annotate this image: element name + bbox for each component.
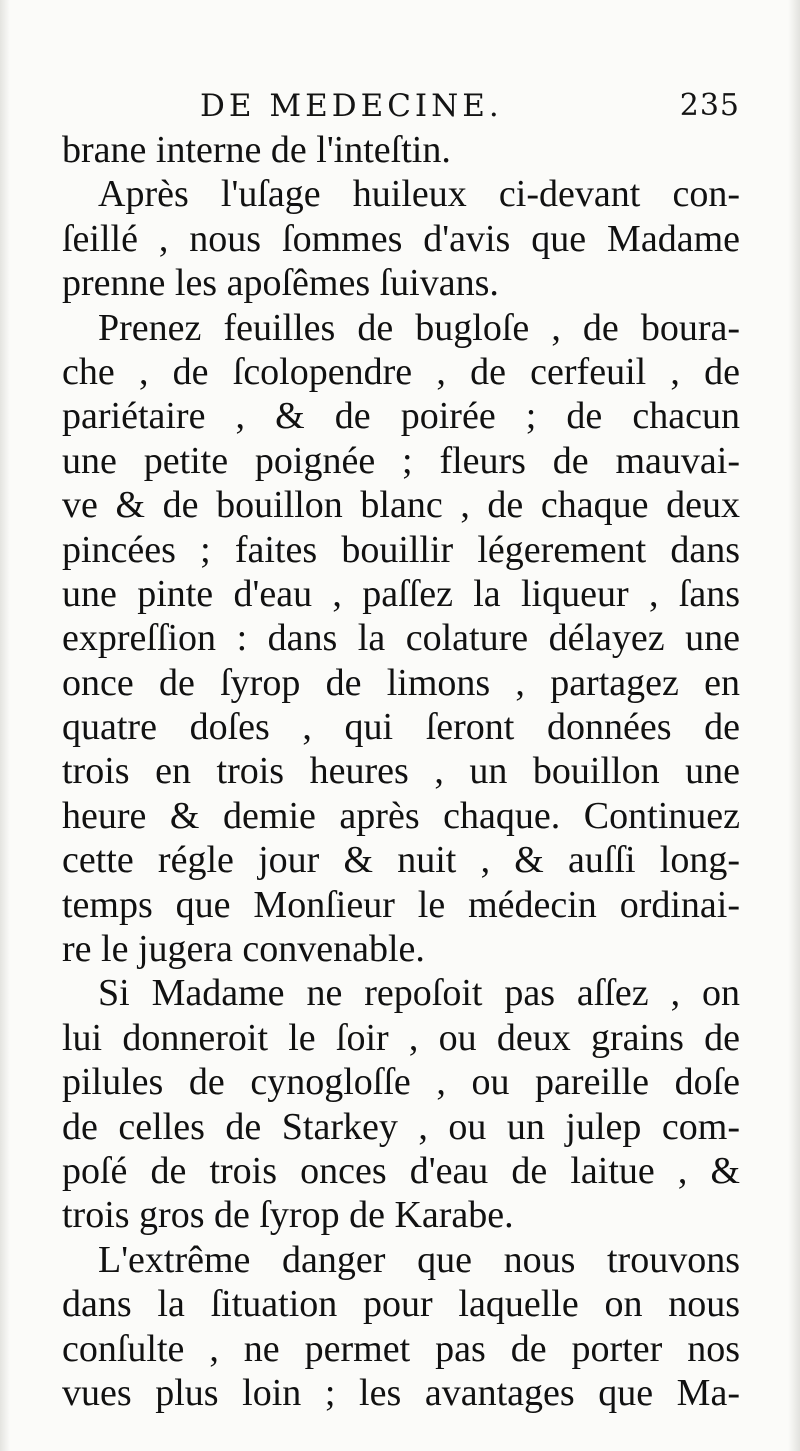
text-line: brane interne de l'inteſtin. bbox=[62, 129, 451, 171]
text-line: lui donneroit le ſoir , ou deux grains de bbox=[62, 1016, 740, 1059]
text-line: ve & de bouillon blanc , de chaque deux bbox=[62, 484, 740, 527]
text-line: conſulte , ne permet pas de porter nos bbox=[62, 1327, 740, 1370]
text-line: prenne les apoſêmes ſuivans. bbox=[62, 262, 499, 305]
text-line: de celles de Starkey , ou un julep com- bbox=[62, 1105, 740, 1148]
text-line: pilules de cynogloſſe , ou pareille doſe bbox=[62, 1061, 740, 1104]
text-line: pariétaire , & de poirée ; de chacun bbox=[62, 395, 740, 438]
body-text bbox=[62, 128, 740, 1415]
text-line: trois gros de ſyrop de Karabe. bbox=[62, 1194, 514, 1237]
running-title: DE MEDECINE. bbox=[200, 88, 503, 124]
text-line: Prenez feuilles de bugloſe , de boura- bbox=[98, 306, 740, 349]
text-line: temps que Monſieur le médecin ordinai- bbox=[62, 883, 740, 926]
text-line: heure & demie après chaque. Continuez bbox=[62, 794, 740, 837]
text-line: Si Madame ne repoſoit pas aſſez , on bbox=[98, 972, 740, 1015]
text-line: une pinte d'eau , paſſez la liqueur , ſans bbox=[62, 572, 740, 615]
text-line: une petite poignée ; fleurs de mauvai- bbox=[62, 439, 740, 482]
text-line: cette régle jour & nuit , & auſſi long- bbox=[62, 839, 740, 882]
text-line: Après l'uſage huileux ci-devant con- bbox=[98, 173, 740, 216]
text-line: L'extrême danger que nous trouvons bbox=[98, 1238, 740, 1281]
page-header bbox=[200, 88, 740, 128]
text-line: che , de ſcolopendre , de cerfeuil , de bbox=[62, 350, 740, 393]
text-line: poſé de trois onces d'eau de laitue , & bbox=[62, 1149, 740, 1192]
text-line: quatre doſes , qui ſeront données de bbox=[62, 706, 740, 749]
page-number: 235 bbox=[679, 88, 740, 123]
text-line: ſeillé , nous ſommes d'avis que Madame bbox=[62, 217, 740, 260]
text-line: trois en trois heures , un bouillon une bbox=[62, 750, 740, 793]
text-line: vues plus loin ; les avantages que Ma- bbox=[62, 1371, 740, 1414]
text-line: re le jugera convenable. bbox=[62, 928, 425, 971]
text-line: dans la ſituation pour laquelle on nous bbox=[62, 1283, 740, 1326]
text-line: once de ſyrop de limons , partagez en bbox=[62, 661, 740, 704]
text-line: pincées ; faites bouillir légerement dans bbox=[62, 528, 740, 571]
text-line: expreſſion : dans la colature délayez une bbox=[62, 617, 740, 660]
